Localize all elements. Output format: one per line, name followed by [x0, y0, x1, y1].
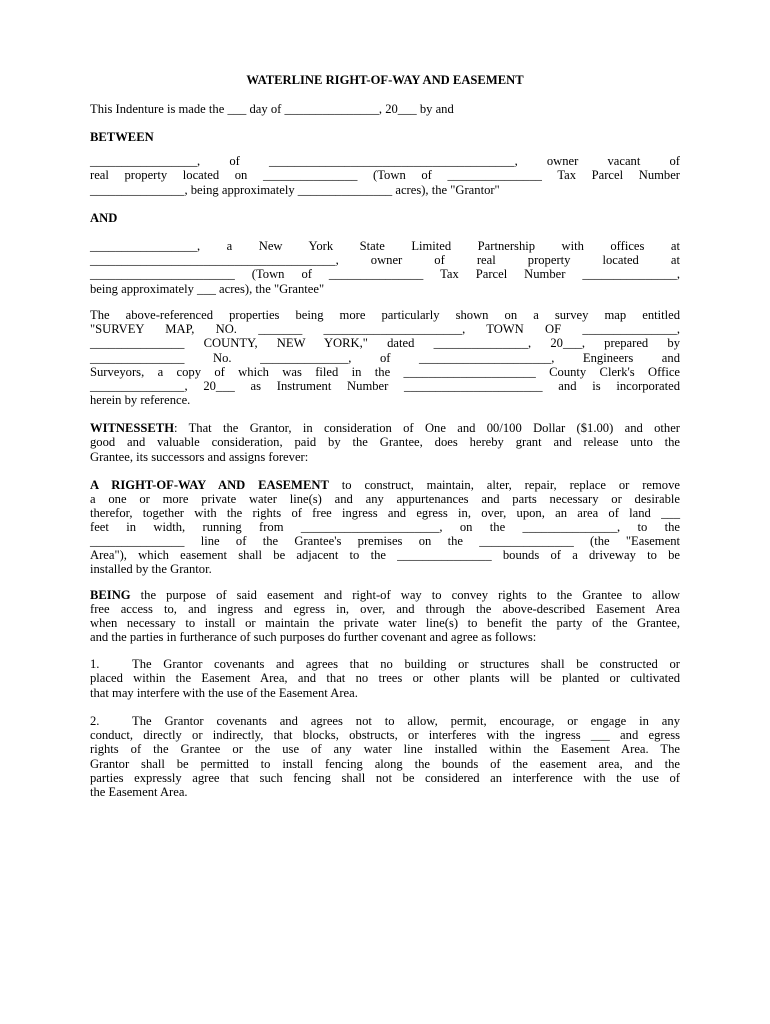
clause-1-line: that may interfere with the use of the Easement Area. [90, 686, 358, 700]
witnesseth-text: : That the Grantor, in consideration of One and 00/100 Dollar ($1.00) and other [174, 421, 680, 435]
survey-line: "SURVEY MAP, NO. _______ ______________________, TOWN OF _______________, [90, 322, 680, 336]
document-title: WATERLINE RIGHT-OF-WAY AND EASEMENT [246, 73, 524, 87]
witnesseth-line: good and valuable consideration, paid by the Grantee, does hereby grant and release unto the [90, 435, 680, 449]
row-line: _______________ line of the Grantee's premises on the _______________ (the "Easement [90, 534, 680, 548]
witnesseth-line [90, 421, 680, 435]
clause-2-text: The Grantor covenants and agrees not to allow, permit, encourage, or engage in any [132, 714, 680, 728]
survey-line: herein by reference. [90, 393, 191, 407]
being-line: free access to, and ingress and egress in, over, and through the above-described Easement Area [90, 602, 680, 616]
between-heading: BETWEEN [90, 130, 154, 144]
clause-2-line: the Easement Area. [90, 785, 188, 799]
row-line: installed by the Grantor. [90, 562, 212, 576]
survey-line: _______________, 20___ as Instrument Number ______________________ and is incorporated [90, 379, 680, 393]
being-label: BEING [90, 588, 131, 602]
and-heading: AND [90, 211, 118, 225]
survey-line: _______________ COUNTY, NEW YORK," dated _______________, 20___, prepared by [90, 336, 680, 350]
being-line: when necessary to install or maintain the private water line(s) to benefit the party of the Grantee, [90, 616, 680, 630]
row-label: A RIGHT-OF-WAY AND EASEMENT [90, 478, 329, 492]
clause-2-line [90, 714, 680, 728]
being-line [90, 588, 680, 602]
clause-1-number: 1. [90, 657, 100, 671]
witnesseth-line: Grantee, its successors and assigns forever: [90, 450, 309, 464]
row-text: to construct, maintain, alter, repair, replace or remove [328, 478, 680, 492]
row-line: Area"), which easement shall be adjacent to the _______________ bounds of a driveway to be [90, 548, 680, 562]
being-line: and the parties in furtherance of such purposes do further covenant and agree as follows: [90, 630, 537, 644]
grantor-line: real property located on _______________ (Town of _______________ Tax Parcel Number [90, 168, 680, 182]
grantee-line: being approximately ___ acres), the "Grantee" [90, 282, 325, 296]
row-line: therefor, together with the rights of free ingress and egress in, over, upon, an area of land ___ [90, 506, 680, 520]
witnesseth-label: WITNESSETH [90, 421, 174, 435]
being-text: the purpose of said easement and right-of way to convey rights to the Grantee to allow [130, 588, 680, 602]
clause-1-line: placed within the Easement Area, and that no trees or other plants will be planted or cultivated [90, 671, 680, 685]
grantor-line: _______________, being approximately _______________ acres), the "Grantor" [90, 183, 500, 197]
row-line: a one or more private water line(s) and any appurtenances and parts necessary or desirable [90, 492, 680, 506]
clause-1-text: The Grantor covenants and agrees that no building or structures shall be constructed or [132, 657, 680, 671]
grantee-line: _______________________ (Town of _______________ Tax Parcel Number _______________, [90, 267, 680, 281]
intro-line: This Indenture is made the ___ day of _______________, 20___ by and [90, 102, 454, 116]
grantee-line: _______________________________________, owner of real property located at [90, 253, 680, 267]
clause-2-line: Grantor shall be permitted to install fencing along the bounds of the easement area, and the [90, 757, 680, 771]
clause-2-line: parties expressly agree that such fencing shall not be considered an interference with the use of [90, 771, 680, 785]
clause-2-number: 2. [90, 714, 100, 728]
row-line [90, 478, 680, 492]
survey-line: The above-referenced properties being more particularly shown on a survey map entitled [90, 308, 680, 322]
clause-2-line: conduct, directly or indirectly, that blocks, obstructs, or interferes with the ingress ___ and egress [90, 728, 680, 742]
grantee-line: _________________, a New York State Limited Partnership with offices at [90, 239, 680, 253]
grantor-line: _________________, of _______________________________________, owner vacant of [90, 154, 680, 168]
survey-line: Surveyors, a copy of which was filed in the _____________________ County Clerk's Office [90, 365, 680, 379]
row-line: feet in width, running from ______________________, on the _______________, to the [90, 520, 680, 534]
clause-2-line: rights of the Grantee or the use of any water line installed within the Easement Area. The [90, 742, 680, 756]
clause-1-line [90, 657, 680, 671]
survey-line: _______________ No. ______________, of _____________________, Engineers and [90, 351, 680, 365]
